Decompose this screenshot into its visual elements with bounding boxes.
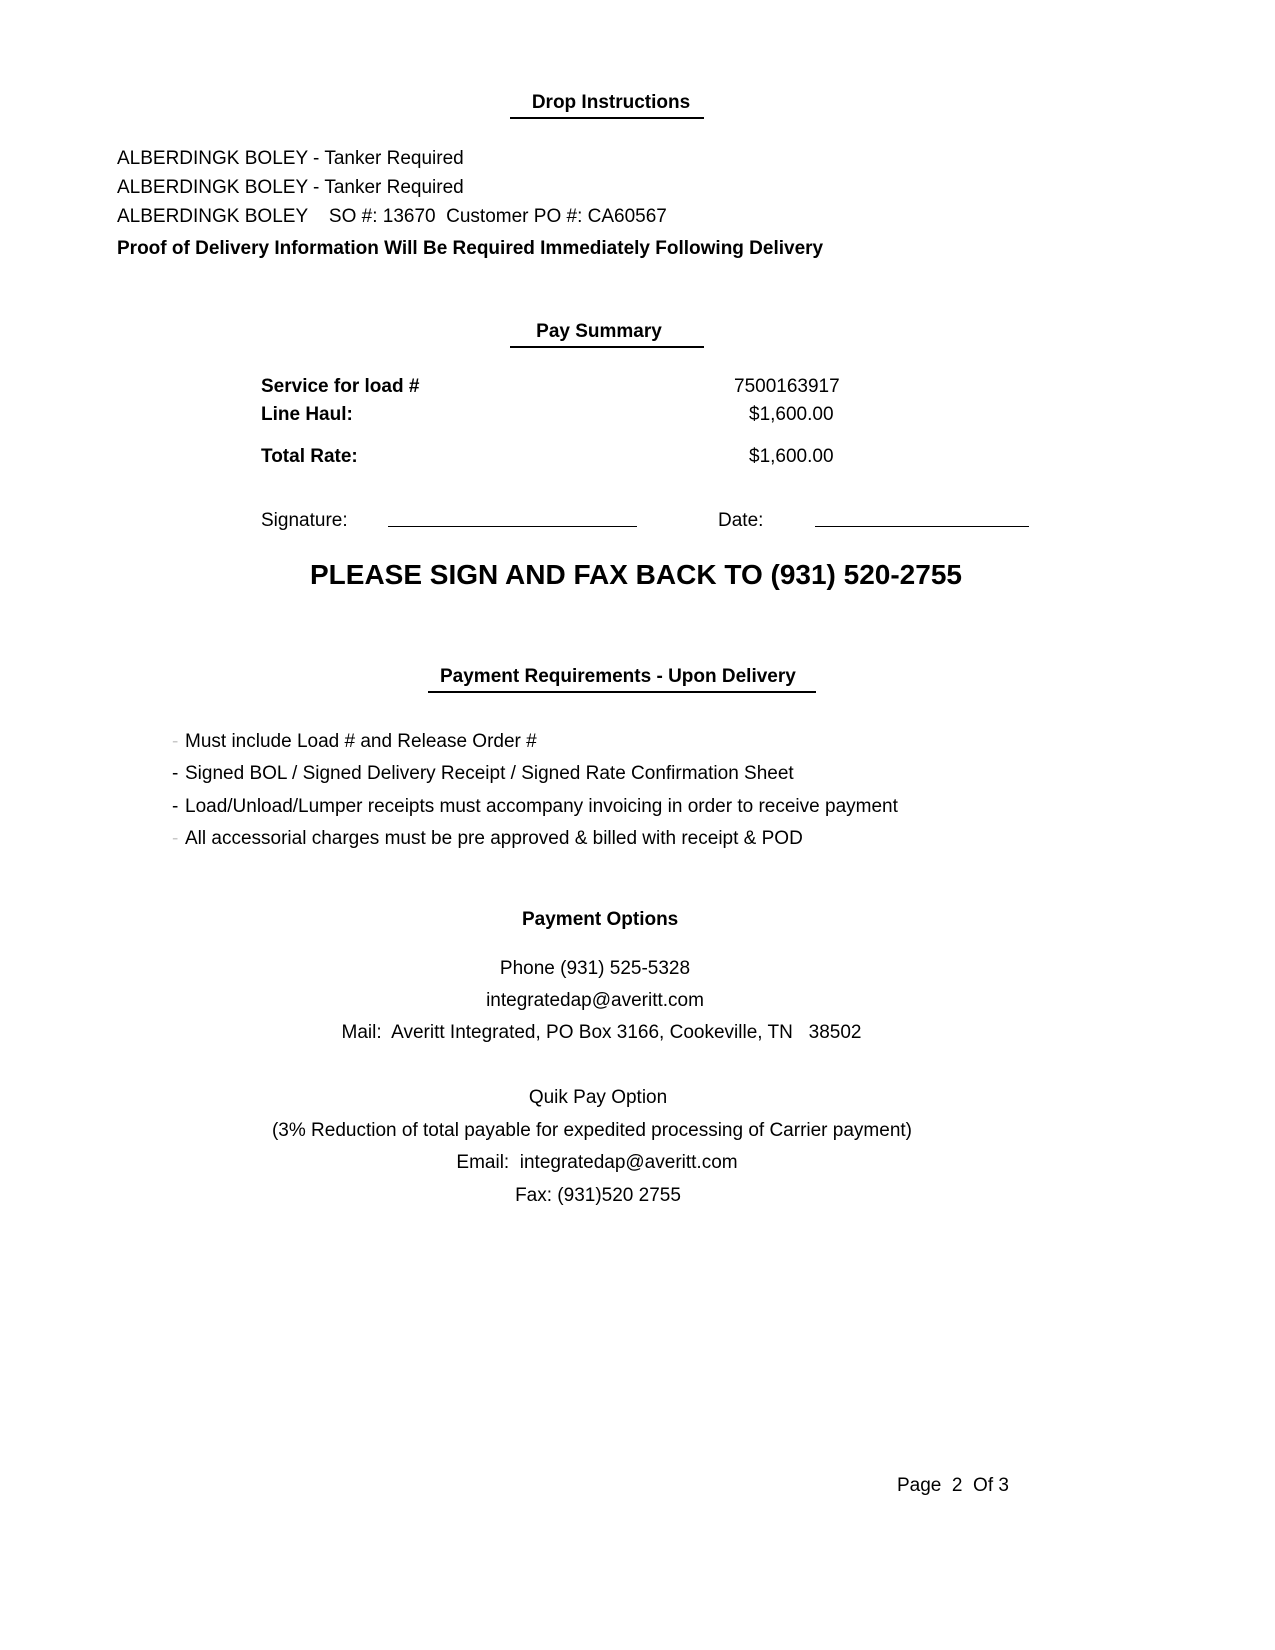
pay-summary-title: Pay Summary (536, 321, 662, 342)
drop-instructions-underline (510, 117, 704, 119)
requirement-text: Signed BOL / Signed Delivery Receipt / Signed Rate Confirmation Sheet (185, 763, 794, 784)
requirement-item (172, 829, 803, 848)
signature-label: Signature: (261, 510, 348, 531)
date-label: Date: (718, 510, 764, 531)
quik-pay-note: (3% Reduction of total payable for expedited processing of Carrier payment) (271, 1120, 912, 1141)
line-haul-label: Line Haul: (261, 404, 353, 425)
payment-requirements-title: Payment Requirements - Upon Delivery (440, 666, 796, 687)
drop-instruction-line: ALBERDINGK BOLEY - Tanker Required (117, 177, 464, 198)
payment-options-title: Payment Options (522, 909, 679, 930)
requirement-text: Load/Unload/Lumper receipts must accompany invoicing in order to receive payment (185, 796, 898, 817)
payment-email[interactable] (0, 991, 1190, 1010)
drop-instruction-line: ALBERDINGK BOLEY - Tanker Required (117, 148, 464, 169)
requirement-item (172, 764, 794, 783)
requirement-dash: - (172, 763, 179, 784)
page-number: Page 2 Of 3 (897, 1475, 1009, 1496)
total-rate-value: $1,600.00 (749, 446, 834, 467)
requirement-item (172, 732, 537, 751)
service-for-load-label: Service for load # (261, 376, 420, 397)
signature-line[interactable] (388, 526, 637, 527)
quik-pay-fax: Fax: (931)520 2755 (515, 1185, 681, 1206)
fax-back-banner: PLEASE SIGN AND FAX BACK TO (931) 520-2755 (310, 559, 962, 590)
drop-instruction-line: ALBERDINGK BOLEY SO #: 13670 Customer PO #: CA60567 (117, 206, 667, 227)
quik-pay-email: Email: integratedap@averitt.com (456, 1152, 738, 1173)
payment-requirements-underline (428, 691, 816, 693)
payment-email-link[interactable]: integratedap@averitt.com (486, 990, 704, 1011)
requirement-dash: - (172, 828, 179, 849)
requirement-text: All accessorial charges must be pre approved & billed with receipt & POD (185, 828, 803, 849)
total-rate-label: Total Rate: (261, 446, 358, 467)
payment-mail-address: Mail: Averitt Integrated, PO Box 3166, Cookeville, TN 38502 (341, 1022, 862, 1043)
service-for-load-value: 7500163917 (734, 376, 840, 397)
line-haul-value: $1,600.00 (749, 404, 834, 425)
payment-phone: Phone (931) 525-5328 (499, 958, 691, 979)
requirement-text: Must include Load # and Release Order # (185, 731, 537, 752)
requirement-dash: - (172, 796, 179, 817)
pay-summary-underline (510, 346, 704, 348)
proof-of-delivery-notice: Proof of Delivery Information Will Be Required Immediately Following Delivery (117, 238, 824, 259)
date-line[interactable] (815, 526, 1029, 527)
quik-pay-title: Quik Pay Option (528, 1087, 668, 1108)
requirement-dash: - (172, 731, 179, 752)
drop-instructions-title: Drop Instructions (531, 92, 691, 113)
requirement-item (172, 797, 898, 816)
